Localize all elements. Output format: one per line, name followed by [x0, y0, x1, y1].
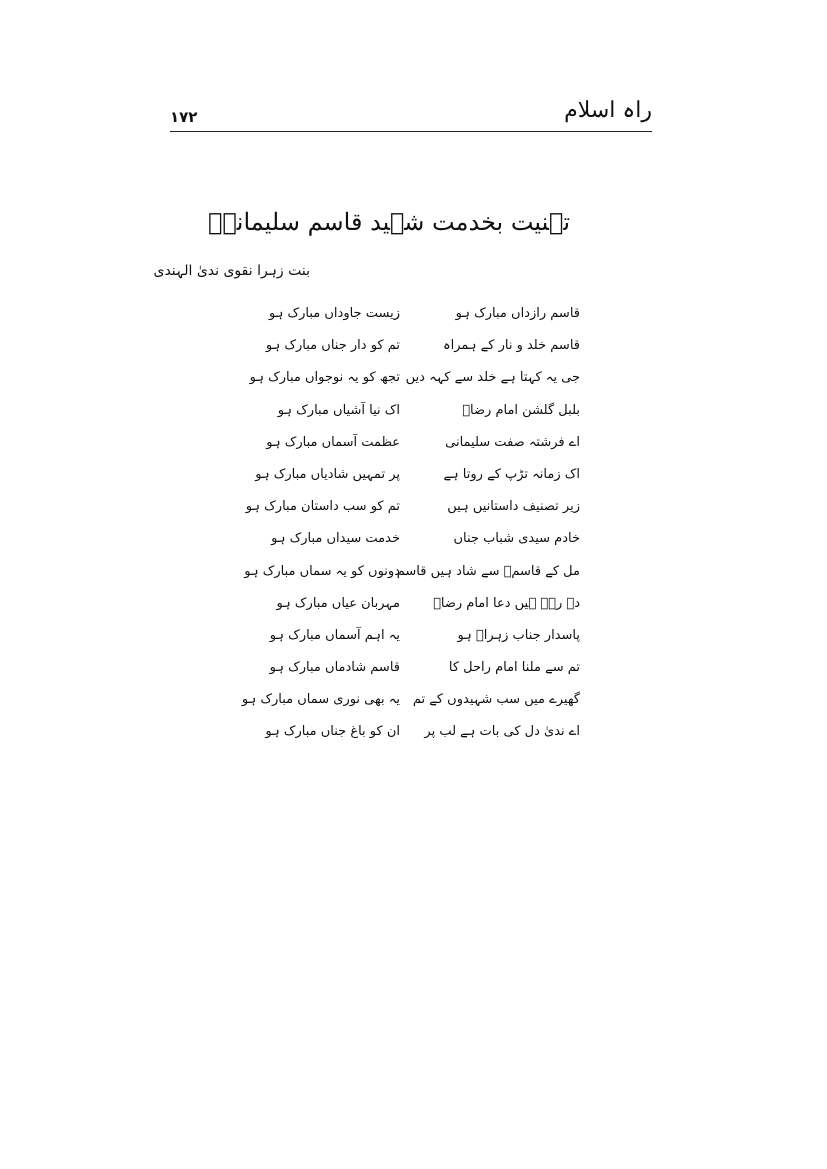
first-hemistich: مل کے قاسمؑ سے شاد ہیں قاسم [396, 563, 580, 579]
couplet [240, 720, 580, 752]
first-hemistich: اے فرشتہ صفت سلیمانی [445, 434, 580, 450]
couplet [240, 463, 580, 495]
first-hemistich: جی یہ کہتا ہے خلد سے کہہ دیں [405, 370, 580, 386]
first-hemistich: اے ندیٰ دل کی بات ہے لب پر [424, 724, 580, 740]
poem-author: بنت زہرا نقوی ندیٰ الہندی [153, 263, 310, 279]
first-hemistich: اک زمانہ تڑپ کے روتا ہے [443, 466, 580, 482]
couplet [240, 495, 580, 527]
couplet [240, 592, 580, 624]
couplet [240, 560, 580, 592]
poem-body [240, 302, 580, 753]
header-divider [170, 131, 652, 132]
first-hemistich: دے رہے ہیں دعا امام رضاؑ [433, 595, 580, 611]
second-hemistich: عظمت آسماں مبارک ہو [266, 434, 400, 450]
second-hemistich: تم کو سب داستان مبارک ہو [245, 499, 400, 515]
couplet [240, 366, 580, 398]
couplet [240, 431, 580, 463]
first-hemistich: تم سے ملنا امام راحل کا [448, 660, 580, 676]
first-hemistich: زیر تصنیف داستانیں ہیں [447, 499, 580, 515]
journal-name: راہ اسلام [564, 98, 652, 123]
first-hemistich: گھیرے میں سب شہیدوں کے تم [412, 692, 580, 708]
couplet [240, 688, 580, 720]
second-hemistich: پر تمہیں شادیاں مبارک ہو [255, 466, 400, 482]
first-hemistich: قاسم خلد و نار کے ہمراہ [442, 338, 580, 354]
second-hemistich: ان کو باغ جناں مبارک ہو [265, 724, 400, 740]
second-hemistich: خدمت سیداں مبارک ہو [271, 531, 400, 547]
first-hemistich: خادم سیدی شباب جناں [453, 531, 580, 547]
poem-title: تہنیت بخدمت شہید قاسم سلیمانیؒ [207, 208, 570, 236]
first-hemistich: بلبل گلشن امام رضاؑ [462, 402, 580, 418]
couplet [240, 302, 580, 334]
first-hemistich: قاسم رازداں مبارک ہو [455, 306, 580, 321]
second-hemistich: تم کو دار جناں مبارک ہو [265, 338, 400, 354]
second-hemistich: تجھ کو یہ نوجواں مبارک ہو [249, 370, 400, 386]
couplet [240, 399, 580, 431]
second-hemistich: یہ اہم آسماں مبارک ہو [269, 627, 400, 643]
couplet [240, 334, 580, 366]
second-hemistich: یہ بھی نوری سماں مبارک ہو [241, 692, 400, 708]
second-hemistich: زیست جاوداں مبارک ہو [269, 306, 400, 321]
couplet [240, 656, 580, 688]
second-hemistich: مہربان عیاں مبارک ہو [276, 595, 400, 611]
couplet [240, 527, 580, 559]
couplet [240, 624, 580, 656]
second-hemistich: قاسم شادماں مبارک ہو [269, 660, 400, 676]
first-hemistich: پاسدار جناب زہراؑ ہو [457, 627, 580, 643]
page-number: ۱۷۲ [170, 108, 198, 126]
second-hemistich: اک نیا آشیاں مبارک ہو [277, 402, 400, 418]
second-hemistich: دونوں کو یہ سماں مبارک ہو [244, 563, 400, 579]
